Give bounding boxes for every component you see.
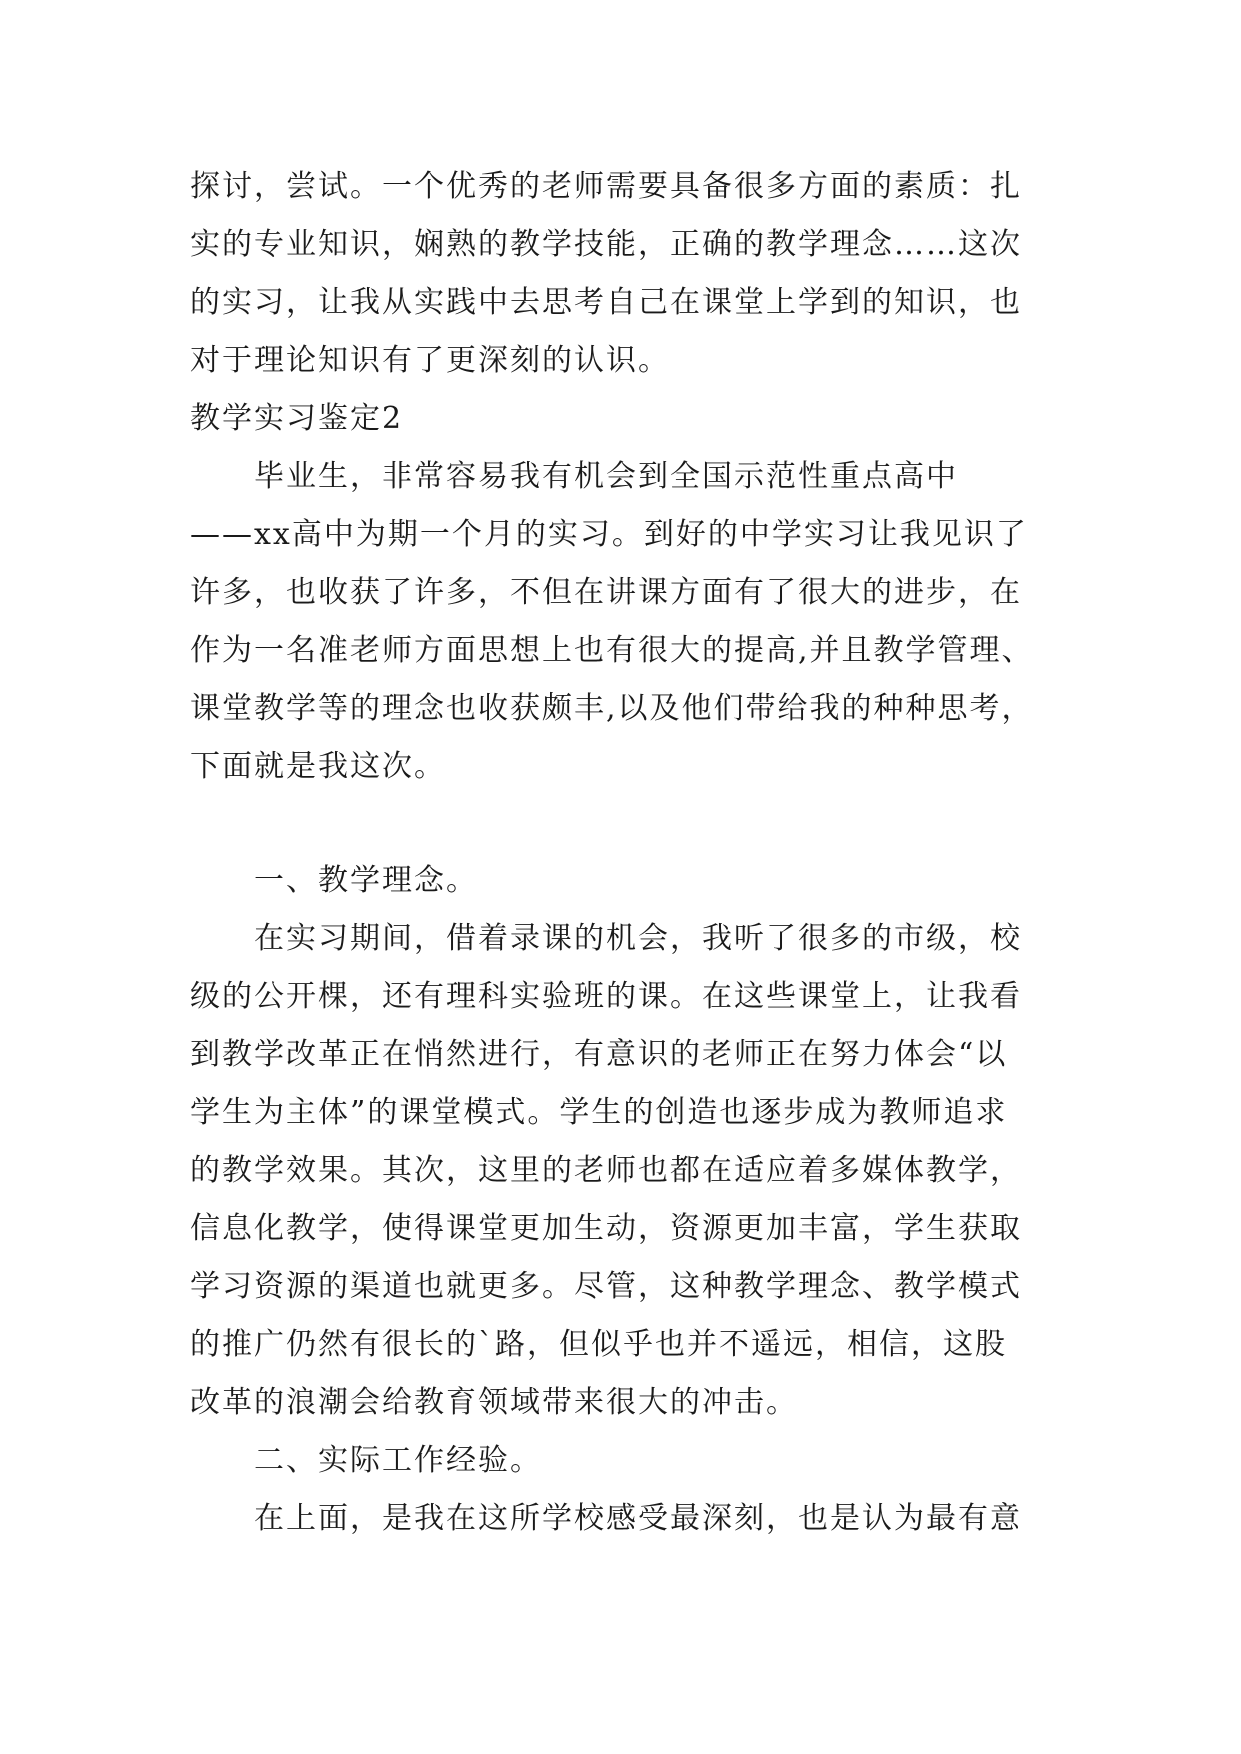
section-title: 教学实习鉴定2 [190, 401, 404, 436]
paragraph-line: 的推广仍然有很长的`路，但似乎也并不遥远，相信，这股 [190, 1327, 1007, 1362]
paragraph-line: 毕业生，非常容易我有机会到全国示范性重点高中 [254, 459, 958, 494]
paragraph-line: ——xx高中为期一个月的实习。到好的中学实习让我见识了 [190, 517, 1028, 552]
paragraph-line: 到教学改革正在悄然进行，有意识的老师正在努力体会“以 [190, 1037, 1008, 1072]
paragraph-line: 下面就是我这次。 [190, 749, 446, 784]
paragraph-line: 级的公开棵，还有理科实验班的课。在这些课堂上，让我看 [190, 979, 1022, 1014]
text-block-upper [190, 158, 1050, 796]
paragraph-line: 在实习期间，借着录课的机会，我听了很多的市级，校 [254, 921, 1022, 956]
paragraph-line: 的教学效果。其次，这里的老师也都在适应着多媒体教学， [190, 1153, 1022, 1188]
paragraph-line: 信息化教学，使得课堂更加生动，资源更加丰富，学生获取 [190, 1211, 1022, 1246]
paragraph-line: 实的专业知识，娴熟的教学技能，正确的教学理念……这次 [190, 227, 1022, 262]
paragraph-line: 的实习，让我从实践中去思考自己在课堂上学到的知识，也 [190, 285, 1022, 320]
section-heading-work-experience: 二、实际工作经验。 [254, 1443, 542, 1478]
text-block-lower [190, 852, 1050, 1548]
paragraph-line: 许多，也收获了许多，不但在讲课方面有了很大的进步，在 [190, 575, 1022, 610]
paragraph-line: 课堂教学等的理念也收获颇丰,以及他们带给我的种种思考， [190, 691, 1034, 726]
paragraph-line: 对于理论知识有了更深刻的认识。 [190, 343, 670, 378]
paragraph-line: 作为一名准老师方面思想上也有很大的提高,并且教学管理、 [190, 633, 1034, 668]
paragraph-line: 改革的浪潮会给教育领域带来很大的冲击。 [190, 1385, 798, 1420]
paragraph-line: 探讨，尝试。一个优秀的老师需要具备很多方面的素质：扎 [190, 169, 1022, 204]
paragraph-line: 在上面，是我在这所学校感受最深刻，也是认为最有意 [254, 1501, 1022, 1536]
section-heading-teaching-concept: 一、教学理念。 [254, 863, 478, 898]
paragraph-line: 学习资源的渠道也就更多。尽管，这种教学理念、教学模式 [190, 1269, 1022, 1304]
paragraph-line: 学生为主体”的课堂模式。学生的创造也逐步成为教师追求 [190, 1095, 1008, 1130]
